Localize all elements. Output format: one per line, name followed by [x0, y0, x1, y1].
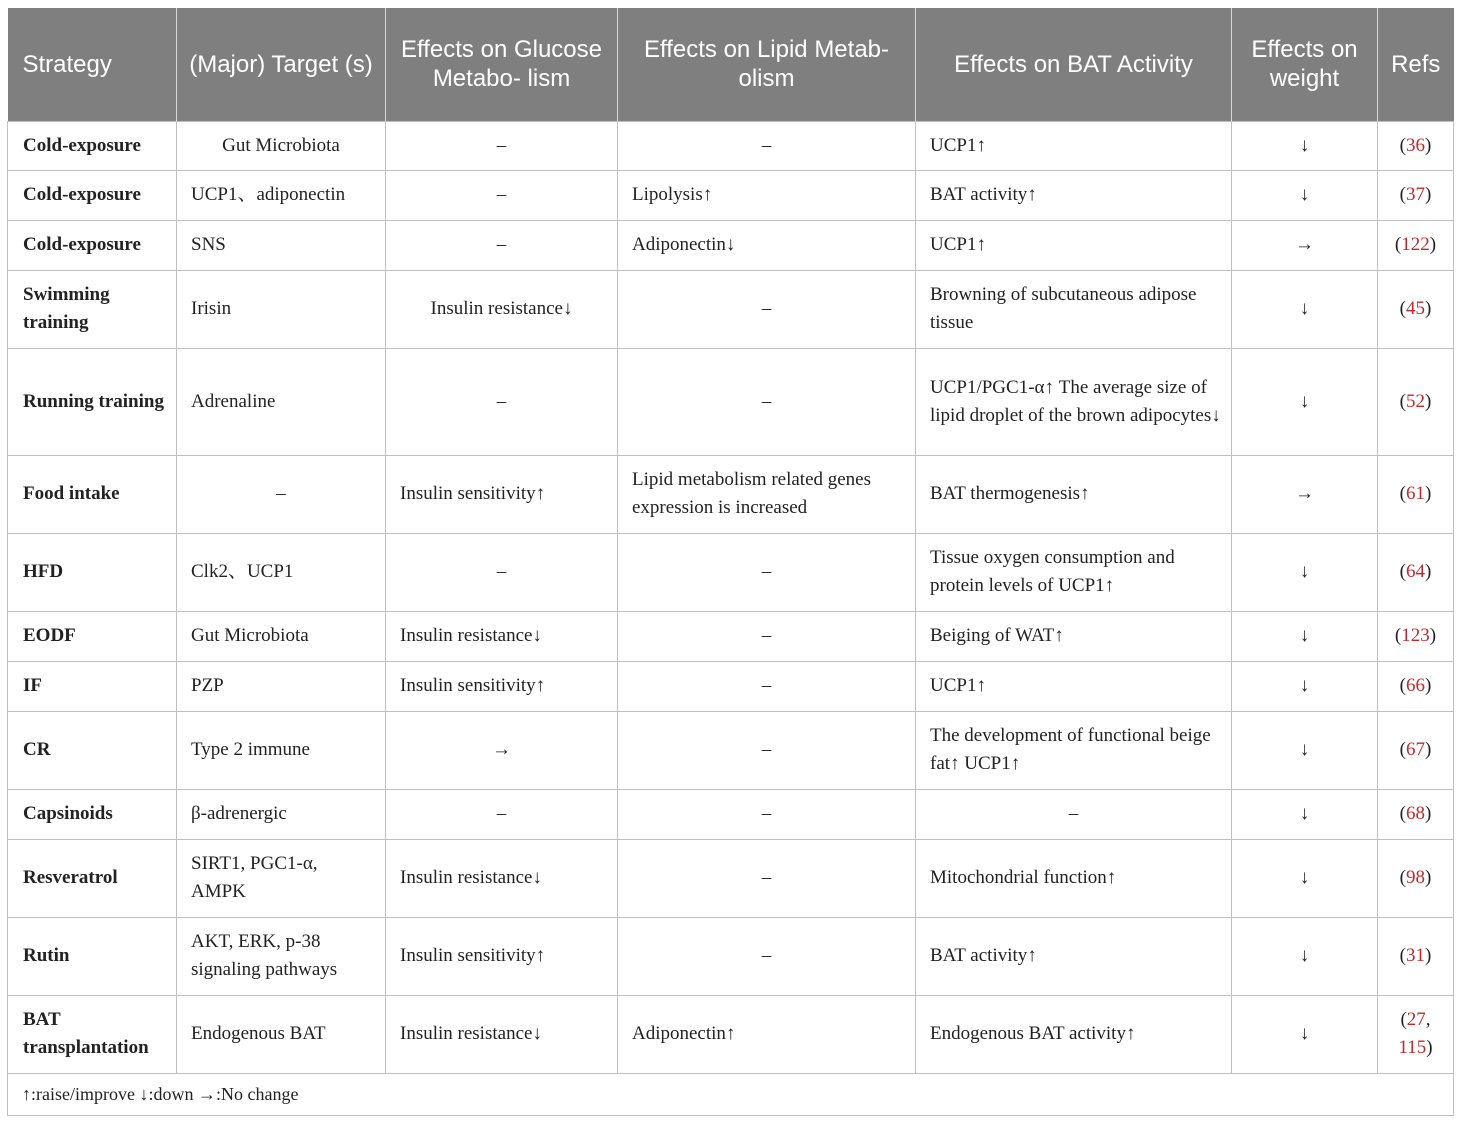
reference-link[interactable]: 52: [1406, 390, 1425, 412]
table-row: [8, 121, 1454, 170]
table-row: [8, 917, 1454, 995]
cell-strategy: Food intake: [8, 455, 177, 533]
cell-bat: –: [916, 789, 1232, 839]
cell-lipid: –: [618, 661, 916, 711]
cell-target: AKT, ERK, p-38 signaling pathways: [177, 917, 386, 995]
cell-strategy: IF: [8, 661, 177, 711]
reference-link[interactable]: 123: [1401, 625, 1430, 646]
reference-link[interactable]: 45: [1406, 298, 1425, 319]
cell-strategy: Cold-exposure: [8, 121, 177, 170]
header-target: (Major) Target (s): [177, 8, 386, 121]
cell-refs: (37): [1378, 170, 1454, 220]
cell-lipid: Adiponectin↑: [618, 995, 916, 1073]
cell-weight: ↓: [1232, 348, 1378, 455]
reference-link[interactable]: 27: [1406, 1009, 1426, 1030]
cell-refs: (98): [1378, 839, 1454, 917]
cell-lipid: –: [618, 348, 916, 455]
header-refs: Refs: [1378, 8, 1454, 121]
cell-strategy: Cold-exposure: [8, 220, 177, 270]
cell-refs: (66): [1378, 661, 1454, 711]
table-row: [8, 455, 1454, 533]
reference-link[interactable]: 98: [1406, 867, 1425, 888]
cell-strategy: HFD: [8, 533, 177, 611]
cell-lipid: –: [618, 839, 916, 917]
cell-bat: BAT thermogenesis↑: [916, 455, 1232, 533]
reference-link[interactable]: 61: [1406, 483, 1425, 504]
cell-weight: ↓: [1232, 789, 1378, 839]
cell-weight: ↓: [1232, 170, 1378, 220]
cell-target: Gut Microbiota: [177, 121, 386, 170]
reference-link[interactable]: 31: [1406, 945, 1425, 966]
reference-link[interactable]: 37: [1406, 184, 1425, 205]
cell-lipid: –: [618, 711, 916, 789]
cell-strategy: CR: [8, 711, 177, 789]
cell-bat: Browning of subcutaneous adipose tissue: [916, 270, 1232, 348]
cell-strategy: Capsinoids: [8, 789, 177, 839]
header-weight: Effects on weight: [1232, 8, 1378, 121]
cell-bat: UCP1/PGC1-α↑ The average size of lipid droplet of the brown adipocytes↓: [916, 348, 1232, 455]
cell-target: Clk2、UCP1: [177, 533, 386, 611]
cell-glucose: Insulin resistance↓: [386, 995, 618, 1073]
cell-target: PZP: [177, 661, 386, 711]
cell-target: –: [177, 455, 386, 533]
cell-weight: ↓: [1232, 917, 1378, 995]
cell-refs: (52): [1378, 348, 1454, 455]
cell-strategy: EODF: [8, 611, 177, 661]
cell-refs: (45): [1378, 270, 1454, 348]
table-row: [8, 839, 1454, 917]
cell-lipid: –: [618, 917, 916, 995]
header-strategy: Strategy: [8, 8, 177, 121]
cell-glucose: →: [386, 711, 618, 789]
data-table: [7, 8, 1454, 1116]
cell-bat: Beiging of WAT↑: [916, 611, 1232, 661]
table-row: [8, 661, 1454, 711]
cell-target: Irisin: [177, 270, 386, 348]
cell-lipid: Adiponectin↓: [618, 220, 916, 270]
cell-bat: The development of functional beige fat↑ UCP1↑: [916, 711, 1232, 789]
reference-link[interactable]: 115: [1398, 1037, 1427, 1058]
header-lipid: Effects on Lipid Metab- olism: [618, 8, 916, 121]
table-row: [8, 995, 1454, 1073]
table-row: [8, 220, 1454, 270]
cell-weight: ↓: [1232, 711, 1378, 789]
cell-weight: →: [1232, 455, 1378, 533]
cell-refs: (68): [1378, 789, 1454, 839]
cell-bat: Endogenous BAT activity↑: [916, 995, 1232, 1073]
cell-weight: ↓: [1232, 661, 1378, 711]
cell-target: Adrenaline: [177, 348, 386, 455]
reference-link[interactable]: 67: [1406, 739, 1425, 760]
cell-bat: Tissue oxygen consumption and protein levels of UCP1↑: [916, 533, 1232, 611]
cell-refs: (36): [1378, 121, 1454, 170]
cell-strategy: Swimming training: [8, 270, 177, 348]
cell-glucose: Insulin resistance↓: [386, 270, 618, 348]
cell-weight: ↓: [1232, 611, 1378, 661]
cell-refs: (64): [1378, 533, 1454, 611]
cell-strategy: Running training: [8, 348, 177, 455]
cell-glucose: Insulin sensitivity↑: [386, 917, 618, 995]
cell-target: SNS: [177, 220, 386, 270]
cell-glucose: –: [386, 533, 618, 611]
reference-link[interactable]: 68: [1406, 803, 1425, 824]
cell-glucose: Insulin sensitivity↑: [386, 661, 618, 711]
table-row: [8, 533, 1454, 611]
cell-bat: BAT activity↑: [916, 917, 1232, 995]
table-container: [7, 8, 1453, 1116]
cell-glucose: Insulin resistance↓: [386, 611, 618, 661]
cell-target: UCP1、adiponectin: [177, 170, 386, 220]
reference-link[interactable]: 64: [1406, 561, 1425, 582]
cell-glucose: –: [386, 121, 618, 170]
cell-weight: ↓: [1232, 995, 1378, 1073]
cell-lipid: –: [618, 611, 916, 661]
cell-bat: Mitochondrial function↑: [916, 839, 1232, 917]
cell-glucose: Insulin sensitivity↑: [386, 455, 618, 533]
table-row: [8, 611, 1454, 661]
reference-link[interactable]: 122: [1401, 234, 1430, 255]
cell-glucose: –: [386, 220, 618, 270]
reference-link[interactable]: 66: [1406, 675, 1425, 696]
cell-target: SIRT1, PGC1-α, AMPK: [177, 839, 386, 917]
cell-strategy: BAT transplantation: [8, 995, 177, 1073]
footnote: ↑:raise/improve ↓:down →:No change: [8, 1073, 1454, 1115]
reference-link[interactable]: 36: [1406, 134, 1425, 156]
cell-target: Endogenous BAT: [177, 995, 386, 1073]
cell-refs: (122): [1378, 220, 1454, 270]
cell-target: Type 2 immune: [177, 711, 386, 789]
cell-weight: ↓: [1232, 270, 1378, 348]
cell-target: Gut Microbiota: [177, 611, 386, 661]
cell-lipid: –: [618, 533, 916, 611]
cell-glucose: Insulin resistance↓: [386, 839, 618, 917]
cell-strategy: Resveratrol: [8, 839, 177, 917]
cell-refs: (61): [1378, 455, 1454, 533]
cell-glucose: –: [386, 170, 618, 220]
cell-bat: UCP1↑: [916, 661, 1232, 711]
table-row: [8, 270, 1454, 348]
cell-weight: ↓: [1232, 839, 1378, 917]
cell-weight: →: [1232, 220, 1378, 270]
cell-refs: (27, 115): [1378, 995, 1454, 1073]
cell-lipid: –: [618, 789, 916, 839]
header-glucose: Effects on Glucose Metabo- lism: [386, 8, 618, 121]
header-row: [8, 8, 1454, 121]
cell-glucose: –: [386, 789, 618, 839]
cell-weight: ↓: [1232, 533, 1378, 611]
cell-strategy: Cold-exposure: [8, 170, 177, 220]
cell-target: β-adrenergic: [177, 789, 386, 839]
cell-strategy: Rutin: [8, 917, 177, 995]
header-bat: Effects on BAT Activity: [916, 8, 1232, 121]
table-row: [8, 170, 1454, 220]
footnote-row: [8, 1073, 1454, 1115]
table-row: [8, 789, 1454, 839]
cell-lipid: Lipid metabolism related genes expression is increased: [618, 455, 916, 533]
cell-bat: UCP1↑: [916, 220, 1232, 270]
cell-weight: ↓: [1232, 121, 1378, 170]
cell-refs: (123): [1378, 611, 1454, 661]
table-row: [8, 348, 1454, 455]
cell-refs: (67): [1378, 711, 1454, 789]
cell-refs: (31): [1378, 917, 1454, 995]
cell-bat: UCP1↑: [916, 121, 1232, 170]
table-row: [8, 711, 1454, 789]
cell-lipid: –: [618, 121, 916, 170]
cell-lipid: –: [618, 270, 916, 348]
cell-bat: BAT activity↑: [916, 170, 1232, 220]
cell-lipid: Lipolysis↑: [618, 170, 916, 220]
cell-glucose: –: [386, 348, 618, 455]
